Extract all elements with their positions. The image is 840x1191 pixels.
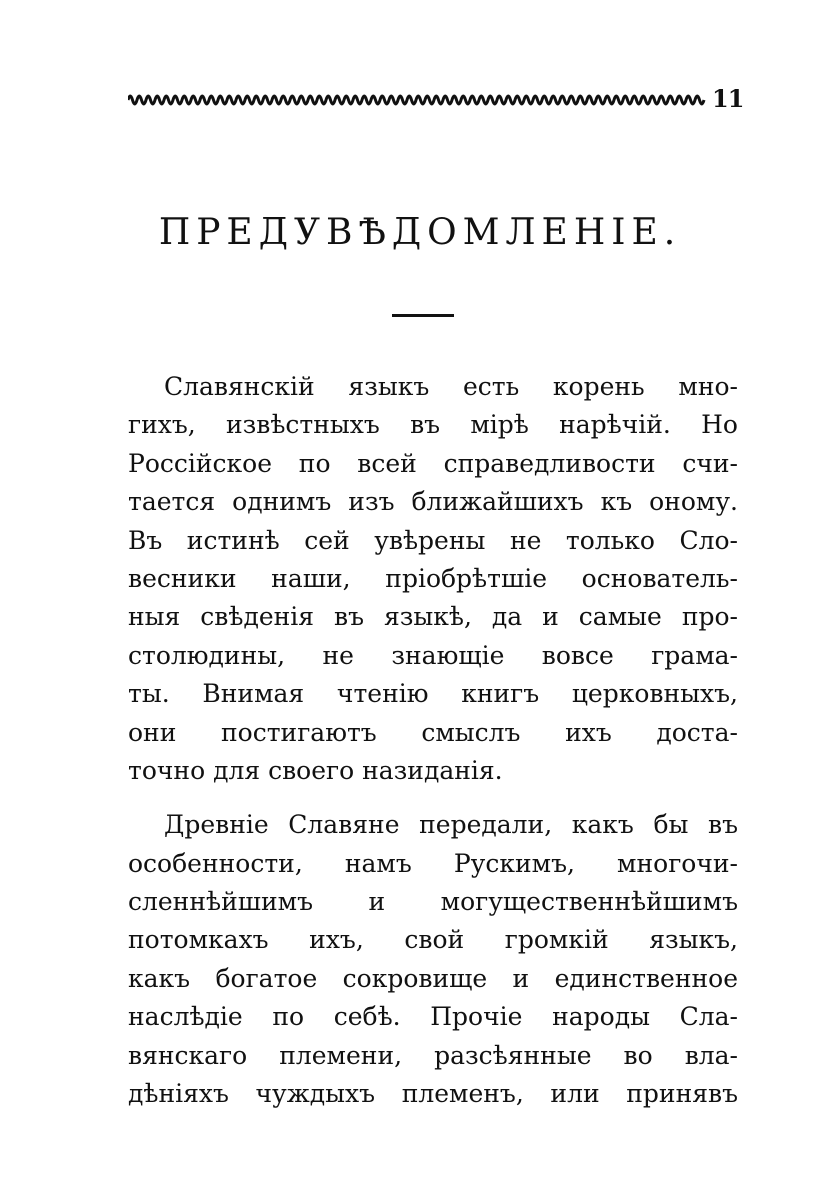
body-text bbox=[128, 368, 738, 1113]
text-line: Славянскій языкъ есть корень мно- bbox=[164, 372, 738, 401]
text-line: ныя свѣденія въ языкѣ, да и самые про- bbox=[128, 602, 738, 632]
text-line: Въ истинѣ сей увѣрены не только Сло- bbox=[128, 525, 738, 555]
text-line: дѣніяхъ чуждыхъ племенъ, или принявъ bbox=[128, 1079, 738, 1109]
text-line: весники наши, пріобрѣтшіе основатель- bbox=[128, 563, 738, 593]
paragraph-1 bbox=[128, 368, 738, 790]
chapter-title: ПРЕДУВѢДОМЛЕНІЕ. bbox=[158, 212, 682, 253]
text-line: сленнѣйшимъ и могущественнѣйшимъ bbox=[128, 887, 738, 917]
text-line: наслѣдіе по себѣ. Прочіе народы Сла- bbox=[128, 1002, 738, 1032]
text-line: столюдины, не знающіе вовсе грама- bbox=[128, 640, 738, 670]
paragraph-gap bbox=[128, 790, 738, 806]
text-line: особенности, намъ Рускимъ, многочи- bbox=[128, 848, 738, 878]
paragraph-2 bbox=[128, 806, 738, 1113]
title-divider bbox=[392, 314, 454, 317]
text-line: точно для своего назиданія. bbox=[128, 755, 503, 785]
text-line: гихъ, извѣстныхъ въ мірѣ нарѣчій. Но bbox=[128, 410, 738, 440]
text-line: Древніе Славяне передали, какъ бы въ bbox=[164, 810, 738, 840]
text-line: они постигаютъ смыслъ ихъ доста- bbox=[128, 717, 738, 747]
page-number: 11 bbox=[712, 84, 744, 113]
text-line: потомкахъ ихъ, свой громкій языкъ, bbox=[128, 925, 738, 955]
text-line: Россійское по всей справедливости счи- bbox=[128, 448, 738, 478]
text-line: тается однимъ изъ ближайшихъ къ оному. bbox=[128, 487, 738, 517]
text-line: вянскаго племени, разсѣянные во вла- bbox=[128, 1040, 738, 1070]
text-line: какъ богатое сокровище и единственное bbox=[128, 963, 738, 993]
ornamental-header-rule bbox=[128, 86, 734, 116]
text-line: ты. Внимая чтенію книгъ церковныхъ, bbox=[128, 679, 738, 709]
